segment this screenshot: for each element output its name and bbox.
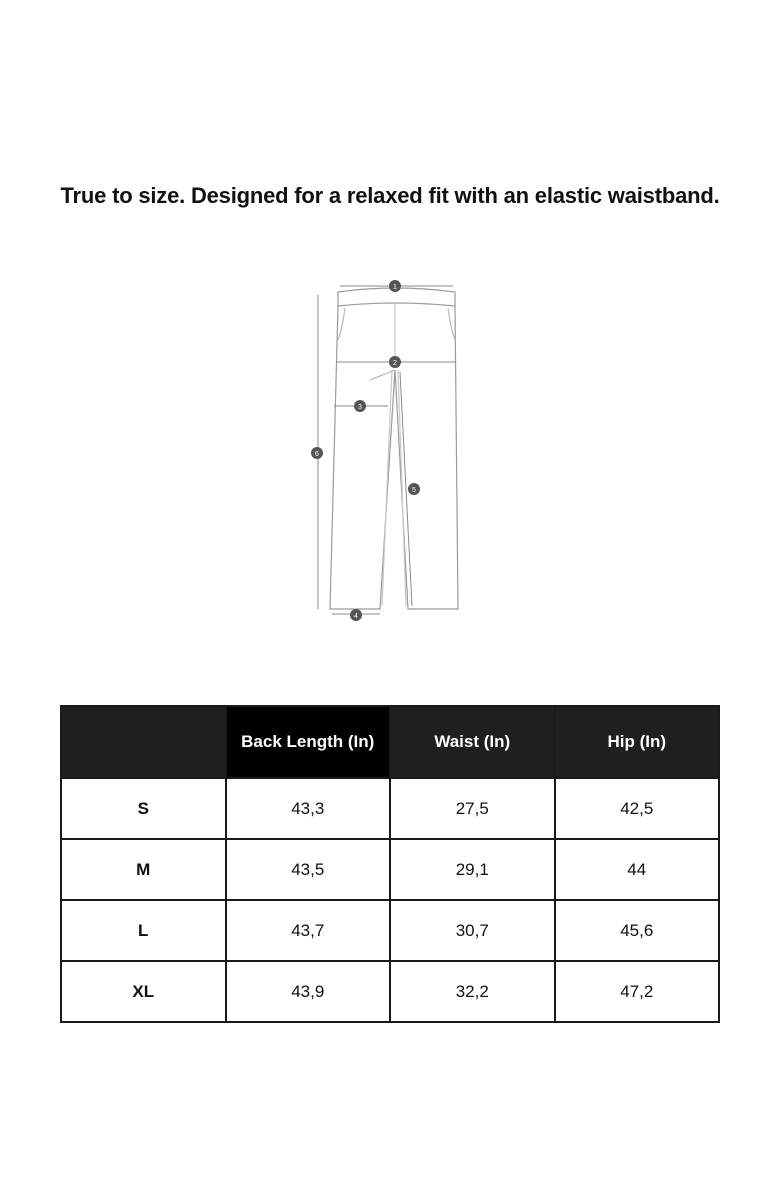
header-hip: Hip (In) <box>555 706 720 778</box>
waist-value: 32,2 <box>390 961 555 1022</box>
header-back-length: Back Length (In) <box>226 706 391 778</box>
size-label: S <box>61 778 226 839</box>
back-length-value: 43,5 <box>226 839 391 900</box>
waist-value: 29,1 <box>390 839 555 900</box>
marker-4-label: 4 <box>354 613 358 620</box>
hip-value: 47,2 <box>555 961 720 1022</box>
table-header-row <box>61 706 719 778</box>
header-waist: Waist (In) <box>390 706 555 778</box>
back-length-value: 43,9 <box>226 961 391 1022</box>
marker-1-label: 1 <box>393 284 397 291</box>
table-row <box>61 778 719 839</box>
back-length-value: 43,7 <box>226 900 391 961</box>
waist-value: 30,7 <box>390 900 555 961</box>
marker-6-label: 6 <box>315 451 319 458</box>
size-headline: True to size. Designed for a relaxed fit with an elastic waistband. <box>60 183 720 208</box>
table-row <box>61 961 719 1022</box>
table-row <box>61 839 719 900</box>
table-row <box>61 900 719 961</box>
size-chart-table <box>60 705 720 1023</box>
size-label: M <box>61 839 226 900</box>
marker-5-label: 5 <box>412 487 416 494</box>
header-size <box>61 706 226 778</box>
pants-measurement-diagram <box>300 270 470 630</box>
back-length-value: 43,3 <box>226 778 391 839</box>
waist-value: 27,5 <box>390 778 555 839</box>
marker-3-label: 3 <box>358 404 362 411</box>
hip-value: 42,5 <box>555 778 720 839</box>
marker-2-label: 2 <box>393 360 397 367</box>
hip-value: 45,6 <box>555 900 720 961</box>
size-label: L <box>61 900 226 961</box>
size-label: XL <box>61 961 226 1022</box>
hip-value: 44 <box>555 839 720 900</box>
